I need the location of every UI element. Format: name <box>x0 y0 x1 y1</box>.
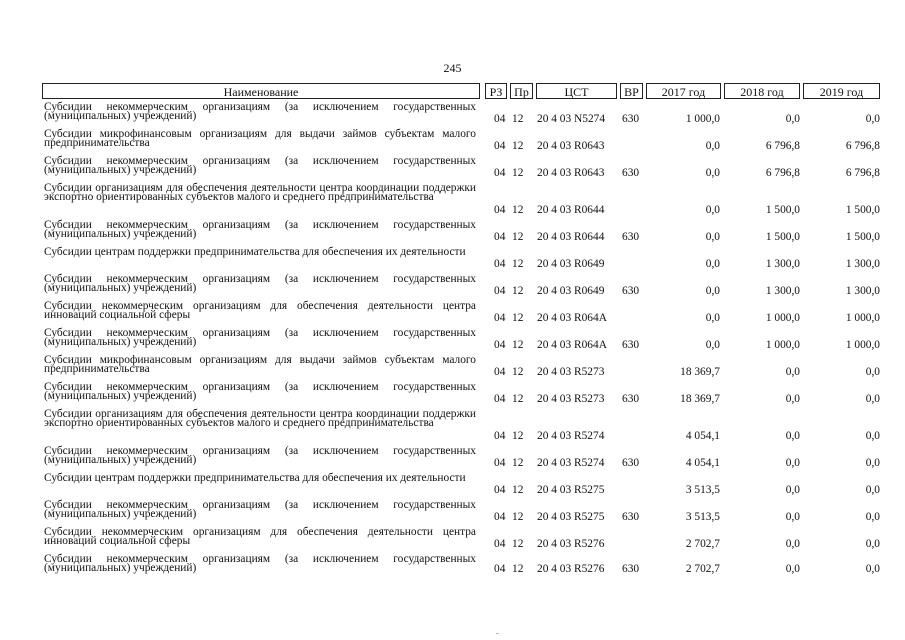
table-body <box>42 101 880 578</box>
table-row <box>42 553 880 578</box>
cell-pr: 12 <box>512 231 524 243</box>
cell-vr: 630 <box>622 113 640 125</box>
cell-pr: 12 <box>512 113 524 125</box>
cell-cst: 20 4 03 R0644 <box>537 204 605 216</box>
cell-pr: 12 <box>512 484 524 496</box>
cell-2019: 0,0 <box>865 366 880 378</box>
cell-cst: 20 4 03 R5274 <box>537 457 605 469</box>
cell-cst: 20 4 03 R5276 <box>537 538 605 550</box>
table-row <box>42 408 880 445</box>
cell-rz: 04 <box>494 511 506 523</box>
table-row <box>42 499 880 526</box>
cell-name: Субсидии некоммерческим организациям (за исключением государственных (муниципальных) учреждений) <box>44 381 476 403</box>
cell-2018: 6 796,8 <box>765 167 800 179</box>
cell-2019: 0,0 <box>865 113 880 125</box>
cell-2018: 6 796,8 <box>765 140 800 152</box>
cell-pr: 12 <box>512 511 524 523</box>
cell-pr: 12 <box>512 393 524 405</box>
cell-2017: 4 054,1 <box>685 457 720 469</box>
cell-name: Субсидии организациям для обеспечения деятельности центра координации поддержки экспортно ориентированных субъектов малого и среднего предпринимательства <box>44 182 476 204</box>
cell-cst: 20 4 03 R5274 <box>537 430 605 442</box>
cell-name: Субсидии некоммерческим организациям для обеспечения деятельности центра инноваций социальной сферы <box>44 300 476 322</box>
table-row <box>42 472 880 499</box>
cell-cst: 20 4 03 R064A <box>537 312 607 324</box>
cell-2017: 0,0 <box>705 167 720 179</box>
cell-rz: 04 <box>494 563 506 575</box>
cell-2018: 0,0 <box>785 538 800 550</box>
header-vr: ВР <box>620 83 643 99</box>
cell-2017: 0,0 <box>705 312 720 324</box>
cell-name: Субсидии некоммерческим организациям для обеспечения деятельности центра инноваций социальной сферы <box>44 526 476 548</box>
table-row <box>42 327 880 354</box>
cell-cst: 20 4 03 R5276 <box>537 563 605 575</box>
table-row <box>42 219 880 246</box>
cell-name: Субсидии центрам поддержки предпринимательства для обеспечения их деятельности <box>44 246 466 258</box>
cell-pr: 12 <box>512 312 524 324</box>
cell-cst: 20 4 03 R064A <box>537 339 607 351</box>
cell-vr: 630 <box>622 339 640 351</box>
cell-2018: 0,0 <box>785 113 800 125</box>
table-row <box>42 101 880 128</box>
cell-name: Субсидии некоммерческим организациям (за исключением государственных (муниципальных) учреждений) <box>44 445 476 467</box>
cell-pr: 12 <box>512 366 524 378</box>
header-pr: Пр <box>510 83 533 99</box>
cell-2017: 0,0 <box>705 231 720 243</box>
cell-vr: 630 <box>622 231 640 243</box>
cell-2017: 0,0 <box>705 339 720 351</box>
cell-pr: 12 <box>512 339 524 351</box>
cell-rz: 04 <box>494 285 506 297</box>
scan-speck <box>496 633 499 634</box>
cell-cst: 20 4 03 R5273 <box>537 366 605 378</box>
cell-2018: 0,0 <box>785 430 800 442</box>
cell-2018: 0,0 <box>785 366 800 378</box>
table-row <box>42 155 880 182</box>
cell-2017: 1 000,0 <box>685 113 720 125</box>
cell-2017: 2 702,7 <box>685 563 720 575</box>
header-2018: 2018 год <box>724 83 800 99</box>
table-row <box>42 381 880 408</box>
cell-pr: 12 <box>512 258 524 270</box>
cell-rz: 04 <box>494 339 506 351</box>
cell-rz: 04 <box>494 113 506 125</box>
cell-2019: 1 300,0 <box>845 285 880 297</box>
cell-2018: 1 000,0 <box>765 339 800 351</box>
table-row <box>42 300 880 327</box>
cell-2018: 1 000,0 <box>765 312 800 324</box>
cell-name: Субсидии микрофинансовым организациям для выдачи займов субъектам малого предпринимательства <box>44 128 476 150</box>
cell-rz: 04 <box>494 231 506 243</box>
cell-name: Субсидии некоммерческим организациям (за исключением государственных (муниципальных) учреждений) <box>44 499 476 521</box>
table-row <box>42 273 880 300</box>
cell-vr: 630 <box>622 563 640 575</box>
cell-2019: 1 500,0 <box>845 231 880 243</box>
cell-2019: 6 796,8 <box>845 140 880 152</box>
cell-vr: 630 <box>622 457 640 469</box>
cell-2019: 0,0 <box>865 393 880 405</box>
cell-2018: 1 300,0 <box>765 258 800 270</box>
table-row <box>42 246 880 273</box>
cell-2019: 1 000,0 <box>845 339 880 351</box>
cell-vr: 630 <box>622 393 640 405</box>
cell-cst: 20 4 03 R0643 <box>537 140 605 152</box>
cell-vr: 630 <box>622 285 640 297</box>
header-cst: ЦСТ <box>536 83 617 99</box>
header-rz: РЗ <box>485 83 507 99</box>
cell-2018: 1 300,0 <box>765 285 800 297</box>
page-number: 245 <box>443 61 462 75</box>
cell-2019: 0,0 <box>865 457 880 469</box>
cell-2017: 18 369,7 <box>680 366 720 378</box>
cell-rz: 04 <box>494 366 506 378</box>
cell-pr: 12 <box>512 140 524 152</box>
cell-2019: 1 000,0 <box>845 312 880 324</box>
cell-2017: 2 702,7 <box>685 538 720 550</box>
header-name: Наименование <box>42 83 480 99</box>
cell-cst: 20 4 03 R5273 <box>537 393 605 405</box>
cell-2017: 0,0 <box>705 140 720 152</box>
cell-2017: 0,0 <box>705 285 720 297</box>
cell-name: Субсидии организациям для обеспечения деятельности центра координации поддержки экспортно ориентированных субъектов малого и среднего предпринимательства <box>44 408 476 430</box>
cell-pr: 12 <box>512 538 524 550</box>
cell-name: Субсидии некоммерческим организациям (за исключением государственных (муниципальных) учреждений) <box>44 327 476 349</box>
cell-2017: 18 369,7 <box>680 393 720 405</box>
cell-pr: 12 <box>512 285 524 297</box>
cell-rz: 04 <box>494 140 506 152</box>
cell-2018: 1 500,0 <box>765 231 800 243</box>
cell-2017: 4 054,1 <box>685 430 720 442</box>
cell-rz: 04 <box>494 167 506 179</box>
cell-name: Субсидии микрофинансовым организациям для выдачи займов субъектам малого предпринимательства <box>44 354 476 376</box>
cell-2018: 1 500,0 <box>765 204 800 216</box>
cell-2019: 0,0 <box>865 484 880 496</box>
cell-rz: 04 <box>494 258 506 270</box>
cell-cst: 20 4 03 R0649 <box>537 258 605 270</box>
cell-name: Субсидии некоммерческим организациям (за исключением государственных (муниципальных) учреждений) <box>44 553 476 575</box>
cell-2019: 1 300,0 <box>845 258 880 270</box>
cell-name: Субсидии некоммерческим организациям (за исключением государственных (муниципальных) учреждений) <box>44 273 476 295</box>
cell-name: Субсидии некоммерческим организациям (за исключением государственных (муниципальных) учреждений) <box>44 101 476 123</box>
cell-pr: 12 <box>512 563 524 575</box>
cell-2017: 0,0 <box>705 258 720 270</box>
cell-2019: 0,0 <box>865 511 880 523</box>
cell-cst: 20 4 03 N5274 <box>537 113 606 125</box>
cell-rz: 04 <box>494 204 506 216</box>
cell-2019: 6 796,8 <box>845 167 880 179</box>
cell-rz: 04 <box>494 484 506 496</box>
cell-pr: 12 <box>512 167 524 179</box>
cell-cst: 20 4 03 R5275 <box>537 484 605 496</box>
cell-cst: 20 4 03 R0649 <box>537 285 605 297</box>
cell-2019: 1 500,0 <box>845 204 880 216</box>
cell-pr: 12 <box>512 457 524 469</box>
cell-rz: 04 <box>494 538 506 550</box>
cell-2017: 3 513,5 <box>685 484 720 496</box>
cell-rz: 04 <box>494 430 506 442</box>
cell-2019: 0,0 <box>865 538 880 550</box>
cell-pr: 12 <box>512 204 524 216</box>
cell-2018: 0,0 <box>785 393 800 405</box>
cell-name: Субсидии некоммерческим организациям (за исключением государственных (муниципальных) учреждений) <box>44 219 476 241</box>
cell-2017: 0,0 <box>705 204 720 216</box>
cell-rz: 04 <box>494 393 506 405</box>
cell-name: Субсидии центрам поддержки предпринимательства для обеспечения их деятельности <box>44 472 466 484</box>
cell-pr: 12 <box>512 430 524 442</box>
cell-rz: 04 <box>494 457 506 469</box>
header-2019: 2019 год <box>803 83 880 99</box>
cell-2018: 0,0 <box>785 511 800 523</box>
cell-2018: 0,0 <box>785 484 800 496</box>
cell-vr: 630 <box>622 167 640 179</box>
cell-cst: 20 4 03 R5275 <box>537 511 605 523</box>
cell-2019: 0,0 <box>865 430 880 442</box>
cell-2018: 0,0 <box>785 563 800 575</box>
table-row <box>42 526 880 553</box>
cell-2017: 3 513,5 <box>685 511 720 523</box>
cell-name: Субсидии некоммерческим организациям (за исключением государственных (муниципальных) учреждений) <box>44 155 476 177</box>
cell-rz: 04 <box>494 312 506 324</box>
table-row <box>42 182 880 219</box>
table-row <box>42 445 880 472</box>
cell-cst: 20 4 03 R0644 <box>537 231 605 243</box>
cell-2019: 0,0 <box>865 563 880 575</box>
table-header <box>42 83 880 101</box>
cell-vr: 630 <box>622 511 640 523</box>
header-2017: 2017 год <box>646 83 721 99</box>
table-row <box>42 354 880 381</box>
cell-2018: 0,0 <box>785 457 800 469</box>
cell-cst: 20 4 03 R0643 <box>537 167 605 179</box>
table-row <box>42 128 880 155</box>
